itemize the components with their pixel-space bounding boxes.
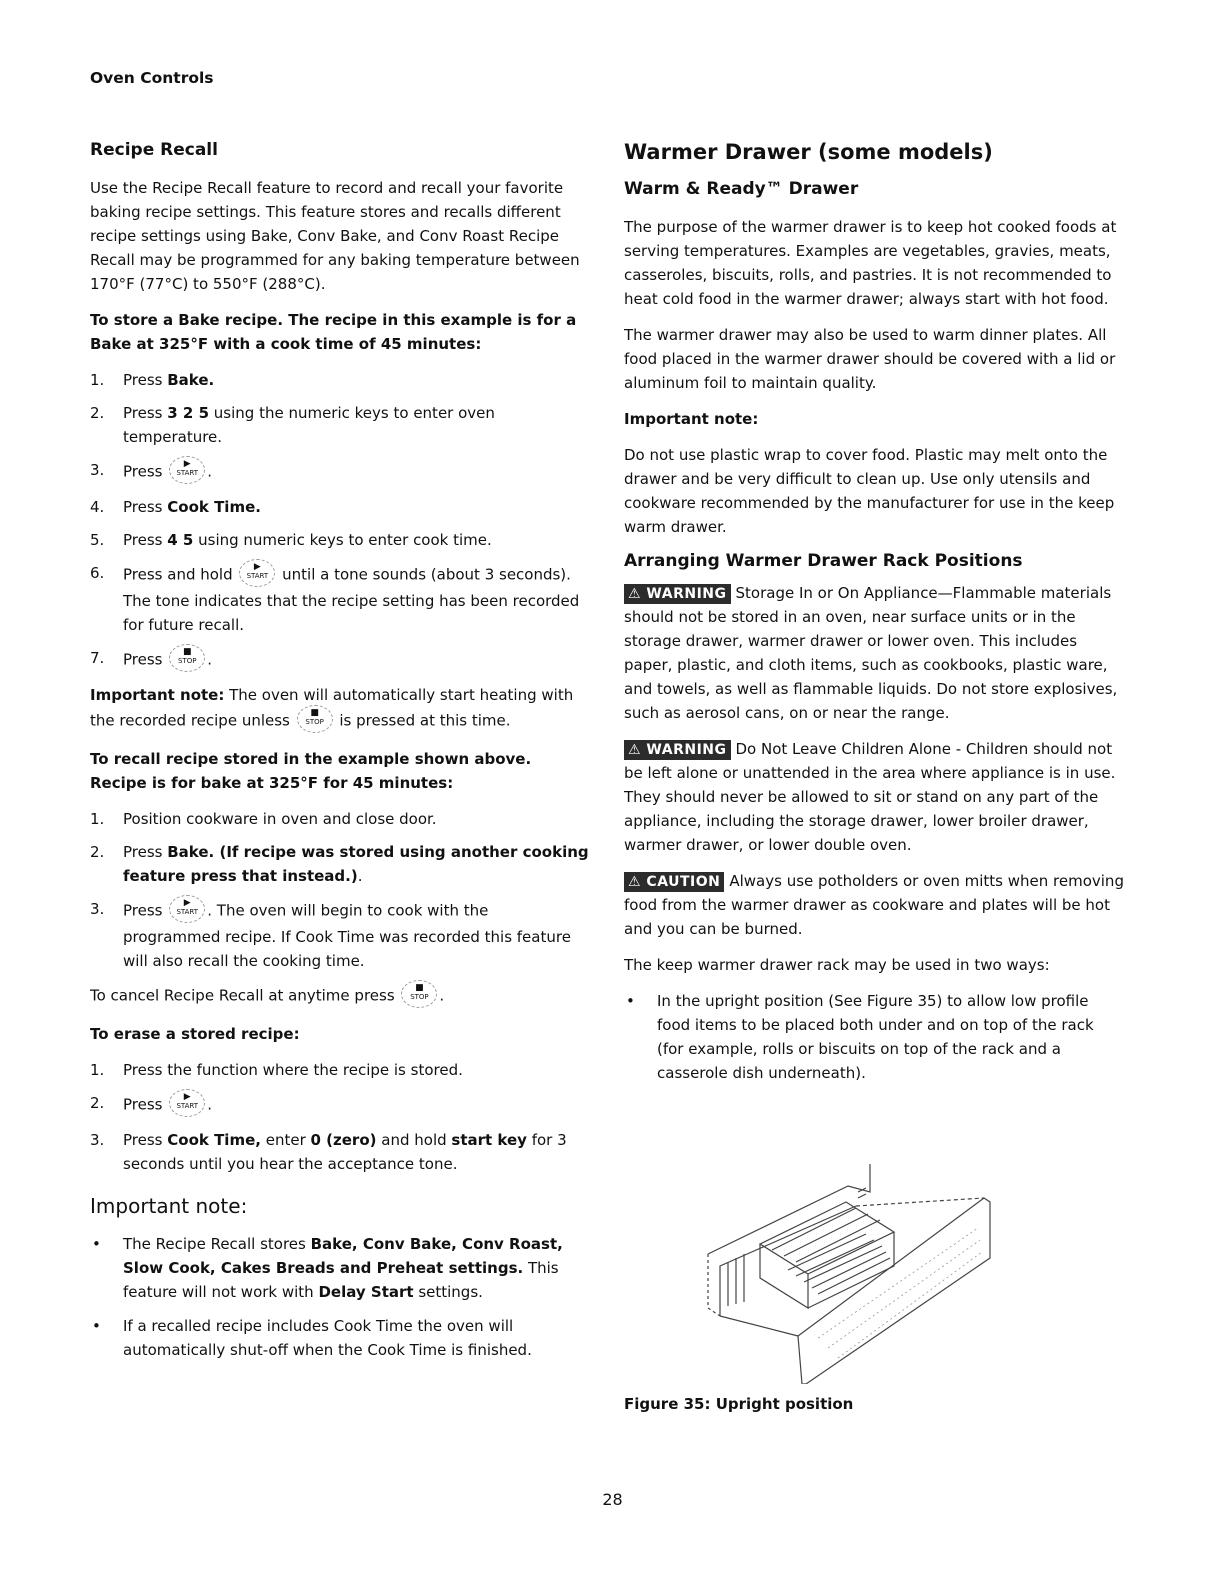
warm-ready-subtitle: Warm & Ready™ Drawer: [624, 179, 859, 199]
start-key-icon: ▶ START: [169, 456, 205, 484]
list-item: 2. Press ▶ START .: [90, 1091, 590, 1119]
list-item: 2. Press 3 2 5 using the numeric keys to enter oven temperature.: [90, 404, 495, 446]
important-note-list: [90, 1232, 590, 1362]
warmer-drawer-illustration: [698, 1158, 998, 1384]
store-recipe-heading: To store a Bake recipe. The recipe in this example is for a Bake at 325°F with a cook time of 45 minutes:: [90, 311, 577, 353]
important-note-text: Do not use plastic wrap to cover food. Plastic may melt onto the drawer and be very difficult to clean up. Use only utensils and cookware recommended by the manufacturer for use in the keep warm drawer.: [624, 446, 1115, 536]
store-steps-list: [90, 368, 590, 674]
warmer-plates-text: The warmer drawer may also be used to warm dinner plates. All food placed in the warmer drawer should be covered with a lid or aluminum foil to maintain quality.: [624, 326, 1116, 392]
warning-badge: ⚠ WARNING: [624, 584, 731, 604]
erase-steps-list: [90, 1058, 590, 1176]
recall-recipe-heading: To recall recipe stored in the example shown above. Recipe is for bake at 325°F for 45 minutes:: [90, 750, 532, 792]
list-item: 2. Press Bake. (If recipe was stored using another cooking feature press that instead.).: [90, 843, 589, 885]
start-key-icon: ▶ START: [169, 895, 205, 923]
left-column: [90, 140, 590, 1372]
stop-key-icon: ■ STOP: [401, 980, 437, 1008]
cancel-recall-text: To cancel Recipe Recall at anytime press ■ STOP .: [90, 982, 590, 1010]
important-note-1: Important note: The oven will automatically start heating with the recorded recipe unless ■ STOP is pressed at this time.: [90, 683, 590, 735]
start-key-icon: ▶ START: [169, 1089, 205, 1117]
list-item: 1. Press the function where the recipe is stored.: [90, 1061, 463, 1079]
list-item: • In the upright position (See Figure 35) to allow low profile food items to be placed both under and on top of the rack (for example, rolls or biscuits on top of the rack and a casserole dish underneath).: [626, 992, 1094, 1082]
figure-caption: Figure 35: Upright position: [624, 1395, 854, 1413]
warmer-drawer-title: Warmer Drawer (some models): [624, 140, 993, 164]
erase-recipe-heading: To erase a stored recipe:: [90, 1025, 300, 1043]
list-item: 3. Press ▶ START .: [90, 458, 590, 486]
warning-children: ⚠ WARNING Do Not Leave Children Alone - Children should not be left alone or unattended in the area where appliance is in use. They should never be allowed to sit or stand on any part of the appliance, including the storage drawer, lower broiler drawer, warmer drawer, or lower double oven.: [624, 740, 1116, 854]
rack-intro-text: The keep warmer drawer rack may be used in two ways:: [624, 956, 1050, 974]
recall-steps-list: [90, 807, 590, 973]
recipe-recall-title: Recipe Recall: [90, 140, 218, 160]
rack-positions-heading: Arranging Warmer Drawer Rack Positions: [624, 551, 1023, 571]
important-note-label: Important note:: [624, 410, 759, 428]
page-number: 28: [602, 1490, 623, 1509]
rack-usage-list: [624, 989, 1124, 1085]
list-item: 7. Press ■ STOP .: [90, 646, 590, 674]
warning-storage: ⚠ WARNING Storage In or On Appliance—Flammable materials should not be stored in an oven, near surface units or in the storage drawer, warmer drawer or lower oven. This includes paper, plastic, and cloth items, such as cookbooks, plastic ware, and towels, as well as flammable liquids. Do not store explosives, such as aerosol cans, on or near the range.: [624, 584, 1118, 722]
page-section-header: Oven Controls: [90, 69, 214, 87]
stop-key-icon: ■ STOP: [169, 644, 205, 672]
list-item: 1. Press Bake.: [90, 371, 215, 389]
recipe-recall-intro: Use the Recipe Recall feature to record and recall your favorite baking recipe settings. This feature stores and recalls different recipe settings using Bake, Conv Bake, and Conv Roast Recipe Recall may be programmed for any baking temperature between 170°F (77°C) to 550°F (288°C).: [90, 179, 580, 293]
list-item: 3. Press ▶ START . The oven will begin to cook with the programmed recipe. If Cook Time was recorded this feature will also recall the cooking time.: [90, 897, 590, 973]
list-item: • The Recipe Recall stores Bake, Conv Bake, Conv Roast, Slow Cook, Cakes Breads and Preheat settings. This feature will not work with Delay Start settings.: [92, 1235, 563, 1301]
list-item: 5. Press 4 5 using numeric keys to enter cook time.: [90, 531, 492, 549]
list-item: 3. Press Cook Time, enter 0 (zero) and hold start key for 3 seconds until you hear the acceptance tone.: [90, 1131, 567, 1173]
right-column: [624, 140, 1124, 1095]
warmer-purpose-text: The purpose of the warmer drawer is to keep hot cooked foods at serving temperatures. Examples are vegetables, gravies, meats, casseroles, biscuits, rolls, and pastries. It is not recommended to heat cold food in the warmer drawer; always start with hot food.: [624, 218, 1117, 308]
caution-badge: ⚠ CAUTION: [624, 872, 724, 892]
start-key-icon: ▶ START: [239, 559, 275, 587]
warning-badge: ⚠ WARNING: [624, 740, 731, 760]
list-item: • If a recalled recipe includes Cook Time the oven will automatically shut-off when the Cook Time is finished.: [92, 1317, 532, 1359]
list-item: 4. Press Cook Time.: [90, 498, 261, 516]
list-item: 1. Position cookware in oven and close door.: [90, 810, 437, 828]
caution-hot: ⚠ CAUTION Always use potholders or oven mitts when removing food from the warmer drawer as cookware and plates will be hot and you can be burned.: [624, 872, 1124, 938]
stop-key-icon: ■ STOP: [297, 705, 333, 733]
list-item: 6. Press and hold ▶ START until a tone sounds (about 3 seconds). The tone indicates that the recipe setting has been recorded for future recall.: [90, 561, 590, 637]
important-note-heading: Important note:: [90, 1194, 248, 1218]
